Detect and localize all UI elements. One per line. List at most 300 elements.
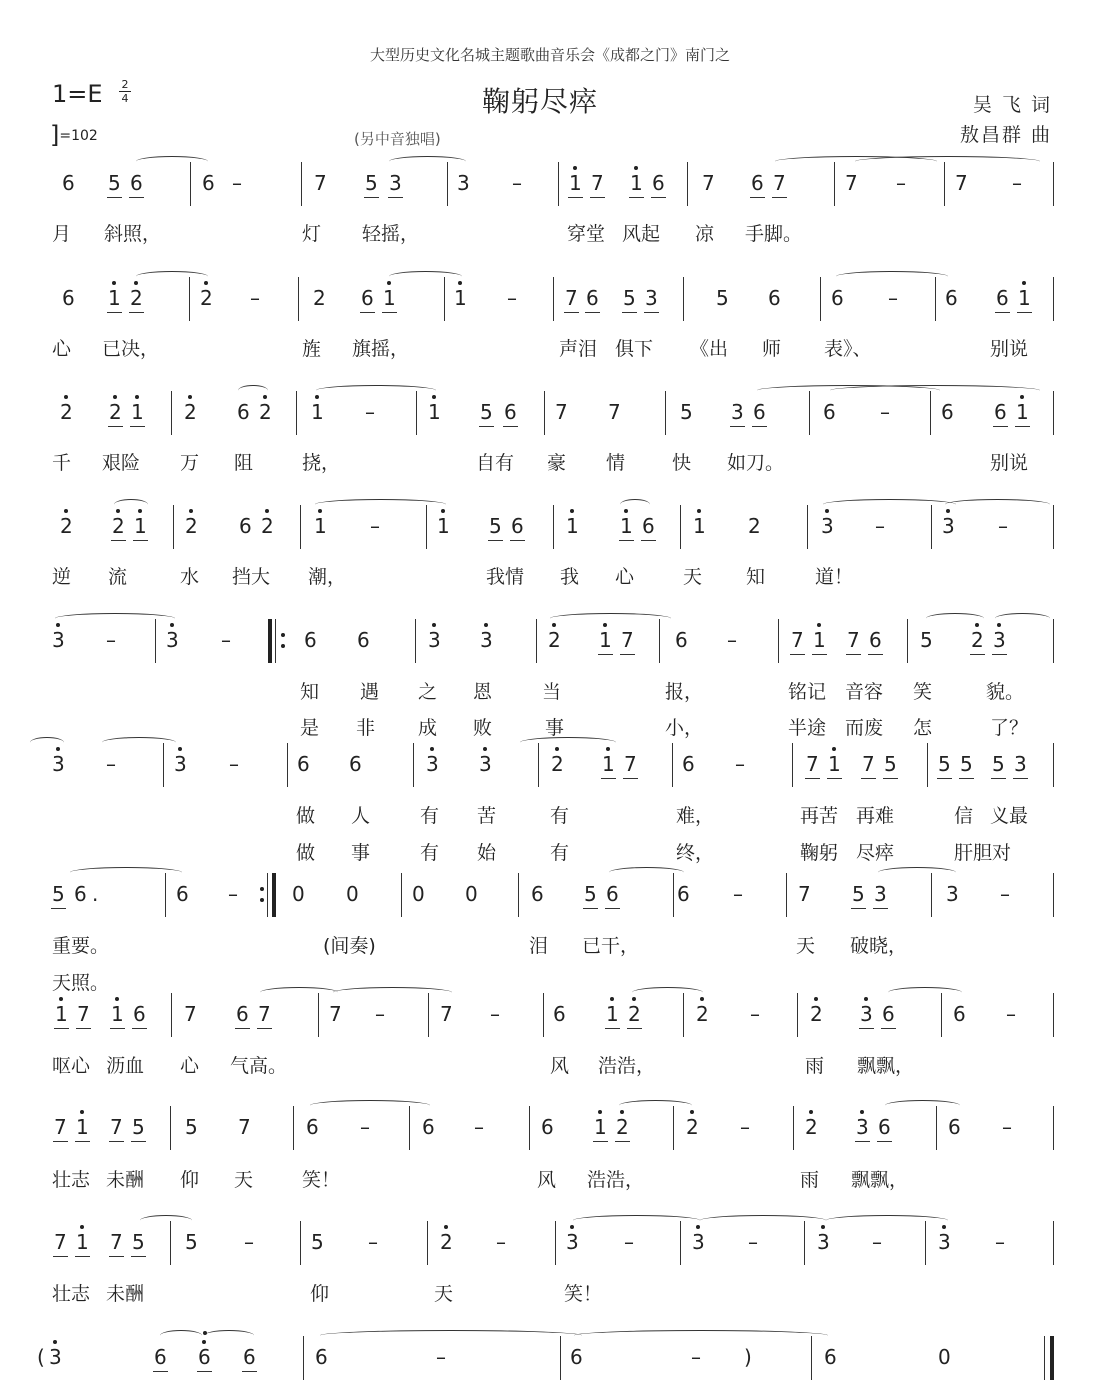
eighth-underline bbox=[605, 908, 620, 909]
eighth-underline bbox=[109, 1141, 124, 1142]
tie-slur bbox=[70, 867, 182, 878]
high-octave-dot bbox=[864, 997, 868, 1001]
barline bbox=[809, 391, 810, 435]
barline bbox=[683, 993, 684, 1037]
barline bbox=[447, 162, 448, 206]
eighth-underline bbox=[750, 197, 765, 198]
eighth-underline bbox=[790, 654, 805, 655]
lyric-text: 苦 bbox=[477, 805, 497, 827]
eighth-underline bbox=[568, 197, 583, 198]
repeat-start-thin bbox=[275, 619, 276, 663]
eighth-underline bbox=[583, 908, 598, 909]
tie-slur bbox=[995, 613, 1050, 624]
barline bbox=[401, 873, 402, 917]
eighth-underline bbox=[627, 1028, 642, 1029]
lyric-text: 有 bbox=[550, 842, 570, 864]
tempo-value: =102 bbox=[59, 128, 98, 144]
note: 3 bbox=[946, 882, 959, 906]
note: – bbox=[727, 628, 737, 652]
note: 7 bbox=[862, 752, 875, 776]
eighth-underline bbox=[1013, 778, 1028, 779]
note: – bbox=[995, 1230, 1005, 1254]
eighth-underline bbox=[992, 654, 1007, 655]
note: 6 bbox=[953, 1002, 966, 1026]
eighth-underline bbox=[623, 778, 638, 779]
barline bbox=[834, 162, 835, 206]
note: 6 bbox=[948, 1115, 961, 1139]
eighth-underline bbox=[54, 1028, 69, 1029]
barline bbox=[797, 993, 798, 1037]
note: 1 bbox=[569, 171, 582, 195]
note: 2 bbox=[112, 514, 125, 538]
tie-slur bbox=[114, 499, 148, 510]
note: 1 bbox=[594, 1115, 607, 1139]
note: 2 bbox=[60, 400, 73, 424]
repeat-start-thick bbox=[268, 619, 272, 663]
note: 5 bbox=[489, 514, 502, 538]
note: 6 bbox=[882, 1002, 895, 1026]
note: 7 bbox=[440, 1002, 453, 1026]
barline bbox=[680, 505, 681, 549]
note: 5 bbox=[480, 400, 493, 424]
eighth-underline bbox=[873, 908, 888, 909]
eighth-underline bbox=[133, 540, 148, 541]
note: 5 bbox=[960, 752, 973, 776]
note: 6 bbox=[823, 400, 836, 424]
tie-slur bbox=[389, 156, 466, 167]
note: 3 bbox=[166, 628, 179, 652]
lyric-text: 雨 bbox=[800, 1169, 820, 1191]
high-octave-dot bbox=[135, 395, 139, 399]
lyric-text: 气高。 bbox=[230, 1055, 288, 1077]
note: 7 bbox=[258, 1002, 271, 1026]
note: 3 bbox=[692, 1230, 705, 1254]
lyric-text: 非 bbox=[356, 717, 376, 739]
tie-slur bbox=[826, 1215, 948, 1226]
note: – bbox=[436, 1345, 446, 1369]
note: 6 bbox=[652, 171, 665, 195]
eighth-underline bbox=[752, 426, 767, 427]
eighth-underline bbox=[629, 197, 644, 198]
lyric-text: 之 bbox=[418, 681, 438, 703]
note: – bbox=[232, 171, 242, 195]
note: – bbox=[360, 1115, 370, 1139]
tie-slur bbox=[855, 156, 1040, 167]
eighth-underline bbox=[812, 654, 827, 655]
lyric-text: 旗摇， bbox=[352, 338, 410, 360]
eighth-underline bbox=[995, 312, 1010, 313]
note: 2 bbox=[109, 400, 122, 424]
lyric-text: 人 bbox=[351, 805, 371, 827]
note: 3 bbox=[731, 400, 744, 424]
barline bbox=[820, 277, 821, 321]
note: 7 bbox=[110, 1115, 123, 1139]
note: 6 bbox=[297, 752, 310, 776]
note: 3 bbox=[52, 752, 65, 776]
note: – bbox=[691, 1345, 701, 1369]
lyric-text: 有 bbox=[550, 805, 570, 827]
note: – bbox=[229, 752, 239, 776]
lyric-text: 心 bbox=[615, 566, 635, 588]
lyric-text: 别说 bbox=[990, 452, 1029, 474]
lyric-text: 泪 bbox=[529, 935, 549, 957]
barline bbox=[1053, 1106, 1054, 1150]
note: 2 bbox=[805, 1115, 818, 1139]
eighth-underline bbox=[75, 1141, 90, 1142]
eighth-underline bbox=[846, 654, 861, 655]
note: 3 bbox=[874, 882, 887, 906]
barline bbox=[1053, 873, 1054, 917]
eighth-underline bbox=[605, 1028, 620, 1029]
eighth-underline bbox=[235, 1028, 250, 1029]
eighth-underline bbox=[364, 197, 379, 198]
note: 0 bbox=[292, 882, 305, 906]
high-octave-dot bbox=[817, 623, 821, 627]
barline bbox=[680, 1221, 681, 1265]
tie-slur bbox=[878, 867, 956, 878]
barline bbox=[416, 391, 417, 435]
composer-credit: 敖昌群 曲 bbox=[959, 124, 1052, 146]
eighth-underline bbox=[131, 1256, 146, 1257]
tie-slur bbox=[315, 499, 446, 510]
note: – bbox=[490, 1002, 500, 1026]
tie-slur bbox=[573, 1215, 700, 1226]
lyric-text: 斜照， bbox=[104, 223, 162, 245]
eighth-underline bbox=[601, 778, 616, 779]
note: 3 bbox=[645, 286, 658, 310]
tie-slur bbox=[316, 385, 436, 396]
lyric-text: 流 bbox=[108, 566, 128, 588]
note: 3 bbox=[856, 1115, 869, 1139]
note: 1 bbox=[630, 171, 643, 195]
note: – bbox=[998, 514, 1008, 538]
lyric-text: 义最 bbox=[990, 805, 1029, 827]
note: – bbox=[368, 1230, 378, 1254]
high-octave-dot bbox=[634, 166, 638, 170]
note: 1 bbox=[76, 1115, 89, 1139]
eighth-underline bbox=[651, 197, 666, 198]
eighth-underline bbox=[479, 426, 494, 427]
note: 1 bbox=[383, 286, 396, 310]
note: 6 bbox=[511, 514, 524, 538]
high-octave-dot bbox=[59, 997, 63, 1001]
barline bbox=[303, 1336, 304, 1380]
note: 1 bbox=[1016, 400, 1029, 424]
note: 0 bbox=[412, 882, 425, 906]
note: – bbox=[896, 171, 906, 195]
note: 2 bbox=[551, 752, 564, 776]
lyric-text: 鞠躬 bbox=[800, 842, 839, 864]
lyric-text: 豪 bbox=[547, 452, 567, 474]
tie-slur bbox=[310, 1100, 430, 1111]
note: 1 bbox=[828, 752, 841, 776]
note: 7 bbox=[621, 628, 634, 652]
tie-slur bbox=[136, 271, 208, 282]
barline bbox=[155, 619, 156, 663]
note: – bbox=[250, 286, 260, 310]
tie-slur bbox=[102, 737, 176, 748]
tie-slur bbox=[520, 737, 616, 748]
eighth-underline bbox=[130, 426, 145, 427]
tie-slur bbox=[238, 385, 268, 396]
eighth-underline bbox=[585, 312, 600, 313]
note: 2 bbox=[628, 1002, 641, 1026]
eighth-underline bbox=[772, 197, 787, 198]
barline bbox=[189, 277, 190, 321]
tie-slur bbox=[389, 271, 462, 282]
barline bbox=[170, 1106, 171, 1150]
note: 7 bbox=[798, 882, 811, 906]
key-signature: 1=E bbox=[52, 80, 103, 108]
high-octave-dot bbox=[189, 509, 193, 513]
barline bbox=[659, 619, 660, 663]
note: 3 bbox=[821, 514, 834, 538]
high-octave-dot bbox=[112, 281, 116, 285]
barline bbox=[428, 993, 429, 1037]
note: 1 bbox=[599, 628, 612, 652]
barline bbox=[544, 391, 545, 435]
lyric-text: 是 bbox=[300, 717, 320, 739]
tie-slur bbox=[55, 613, 175, 624]
repeat-end-thin bbox=[267, 873, 268, 917]
lyric-text: 半途 bbox=[788, 717, 827, 739]
lyric-text: 天照。 bbox=[52, 972, 110, 994]
note: 2 bbox=[616, 1115, 629, 1139]
note: 1 bbox=[314, 514, 327, 538]
lyric-text: 知 bbox=[300, 681, 320, 703]
eighth-underline bbox=[1017, 312, 1032, 313]
note: 7 bbox=[54, 1115, 67, 1139]
lyric-text: 重要。 bbox=[52, 935, 110, 957]
tie-slur bbox=[609, 867, 684, 878]
high-octave-dot bbox=[1022, 281, 1026, 285]
lyric-text: 万 bbox=[180, 452, 200, 474]
barline bbox=[287, 743, 288, 787]
lyric-text: 未酬 bbox=[106, 1283, 145, 1305]
high-octave-dot bbox=[432, 623, 436, 627]
barline bbox=[1053, 277, 1054, 321]
tie-slur bbox=[30, 737, 64, 748]
eighth-underline bbox=[488, 540, 503, 541]
eighth-underline bbox=[937, 778, 952, 779]
barline bbox=[296, 391, 297, 435]
note: 5 bbox=[680, 400, 693, 424]
note: 6 bbox=[361, 286, 374, 310]
barline bbox=[163, 743, 164, 787]
note: ( bbox=[37, 1345, 45, 1369]
note: 2 bbox=[184, 400, 197, 424]
lyric-text: 情 bbox=[606, 452, 626, 474]
time-signature bbox=[119, 78, 131, 105]
high-octave-dot bbox=[697, 509, 701, 513]
lyric-text: (间奏) bbox=[323, 935, 376, 957]
note: – bbox=[370, 514, 380, 538]
eighth-underline bbox=[619, 540, 634, 541]
barline bbox=[683, 277, 684, 321]
repeat-dot bbox=[281, 644, 285, 648]
lyric-text: 飘飘， bbox=[857, 1055, 915, 1077]
note: 6 bbox=[304, 628, 317, 652]
lyric-text: 呕心 bbox=[52, 1055, 91, 1077]
eighth-underline bbox=[859, 1028, 874, 1029]
note: 5 bbox=[623, 286, 636, 310]
barline bbox=[171, 993, 172, 1037]
note: 5 bbox=[132, 1115, 145, 1139]
eighth-underline bbox=[132, 1028, 147, 1029]
lyric-text: 手脚。 bbox=[745, 223, 803, 245]
high-octave-dot bbox=[860, 1110, 864, 1114]
note: 1 bbox=[1018, 286, 1031, 310]
eighth-underline bbox=[53, 1256, 68, 1257]
barline bbox=[931, 505, 932, 549]
barline bbox=[792, 743, 793, 787]
lyric-text: 心 bbox=[180, 1055, 200, 1077]
tie-slur bbox=[888, 987, 962, 998]
lyric-text: 灯 bbox=[302, 223, 322, 245]
note: 7 bbox=[54, 1230, 67, 1254]
lyric-text: 铭记 bbox=[788, 681, 827, 703]
barline bbox=[811, 1336, 812, 1380]
note: 5 bbox=[938, 752, 951, 776]
barline bbox=[543, 993, 544, 1037]
note: 1 bbox=[606, 1002, 619, 1026]
lyric-text: 音容 bbox=[845, 681, 884, 703]
tie-slur bbox=[140, 1215, 192, 1226]
note: 7 bbox=[847, 628, 860, 652]
note: 6 bbox=[751, 171, 764, 195]
eighth-underline bbox=[991, 778, 1006, 779]
high-octave-dot bbox=[573, 166, 577, 170]
note: 3 bbox=[860, 1002, 873, 1026]
note: 1 bbox=[76, 1230, 89, 1254]
note: 1 bbox=[620, 514, 633, 538]
barline bbox=[558, 162, 559, 206]
song-title: 鞠躬尽瘁 bbox=[481, 85, 598, 118]
barline bbox=[415, 619, 416, 663]
high-octave-dot bbox=[570, 509, 574, 513]
note: 2 bbox=[696, 1002, 709, 1026]
lyric-text: 浩浩， bbox=[587, 1169, 645, 1191]
lyric-text: 尽瘁 bbox=[856, 842, 895, 864]
note: 6 bbox=[202, 171, 215, 195]
note: – bbox=[106, 628, 116, 652]
eighth-underline bbox=[111, 540, 126, 541]
lyric-text: 阻 bbox=[234, 452, 254, 474]
note: 6 bbox=[606, 882, 619, 906]
barline bbox=[318, 993, 319, 1037]
final-thick bbox=[1050, 1336, 1054, 1380]
note: 3 bbox=[1014, 752, 1027, 776]
note: 7 bbox=[608, 400, 621, 424]
eighth-underline bbox=[108, 426, 123, 427]
eighth-underline bbox=[107, 312, 122, 313]
tie-slur bbox=[830, 385, 1040, 396]
note: 5 bbox=[52, 882, 65, 906]
note: . bbox=[92, 882, 99, 906]
note: 5 bbox=[185, 1230, 198, 1254]
eighth-underline bbox=[959, 778, 974, 779]
tie-slur bbox=[823, 499, 956, 510]
note: 6 bbox=[504, 400, 517, 424]
note: 5 bbox=[108, 171, 121, 195]
lyric-text: 信 bbox=[954, 805, 974, 827]
lyricist-credit: 吴 飞 词 bbox=[972, 94, 1052, 116]
lyric-text: 千 bbox=[52, 452, 72, 474]
note: 5 bbox=[584, 882, 597, 906]
tie-slur bbox=[619, 1100, 692, 1111]
lyric-text: 旌 bbox=[302, 338, 322, 360]
note: 6 bbox=[994, 400, 1007, 424]
note: 7 bbox=[773, 171, 786, 195]
lyric-text: 《出 bbox=[690, 338, 729, 360]
note: 7 bbox=[624, 752, 637, 776]
barline bbox=[444, 277, 445, 321]
barline bbox=[293, 1106, 294, 1150]
eighth-underline bbox=[51, 908, 66, 909]
lyric-text: 有 bbox=[420, 805, 440, 827]
eighth-underline bbox=[827, 778, 842, 779]
repeat-dot bbox=[260, 898, 264, 902]
note: 2 bbox=[313, 286, 326, 310]
eighth-underline bbox=[805, 778, 820, 779]
lyric-text: 艰险 bbox=[102, 452, 141, 474]
note: 6 bbox=[237, 400, 250, 424]
note: 7 bbox=[329, 1002, 342, 1026]
note: 1 bbox=[55, 1002, 68, 1026]
note: 0 bbox=[346, 882, 359, 906]
note: 6 bbox=[586, 286, 599, 310]
eighth-underline bbox=[970, 654, 985, 655]
eighth-underline bbox=[129, 312, 144, 313]
lyric-text: 做 bbox=[296, 842, 316, 864]
lyric-text: 当 bbox=[542, 681, 562, 703]
tie-slur bbox=[620, 499, 650, 510]
note: 1 bbox=[108, 286, 121, 310]
barline bbox=[529, 1106, 530, 1150]
lyric-text: 已干， bbox=[582, 935, 640, 957]
lyric-text: 自有 bbox=[476, 452, 515, 474]
note: – bbox=[748, 1230, 758, 1254]
note: 6 bbox=[349, 752, 362, 776]
note: – bbox=[872, 1230, 882, 1254]
note: 6 bbox=[357, 628, 370, 652]
high-octave-dot bbox=[178, 747, 182, 751]
tie-slur bbox=[574, 1330, 828, 1341]
note: 1 bbox=[131, 400, 144, 424]
note: 5 bbox=[185, 1115, 198, 1139]
note: – bbox=[365, 400, 375, 424]
note: 6 bbox=[62, 286, 75, 310]
eighth-underline bbox=[257, 1028, 272, 1029]
eighth-underline bbox=[598, 654, 613, 655]
tempo-mark: ]=102 bbox=[50, 121, 98, 149]
lyric-text: 了？ bbox=[990, 717, 1029, 739]
lyric-text: 貌。 bbox=[986, 681, 1025, 703]
note: – bbox=[221, 628, 231, 652]
lyric-text: 风起 bbox=[622, 223, 661, 245]
note: 5 bbox=[992, 752, 1005, 776]
note: 6 bbox=[553, 1002, 566, 1026]
note: 6 bbox=[768, 286, 781, 310]
time-sig-bottom: 4 bbox=[119, 91, 131, 105]
note: 3 bbox=[52, 628, 65, 652]
tie-slur bbox=[160, 1330, 202, 1341]
eighth-underline bbox=[851, 908, 866, 909]
tie-slur bbox=[333, 987, 452, 998]
note: 7 bbox=[238, 1115, 251, 1139]
note: 6 bbox=[176, 882, 189, 906]
lyric-text: 风 bbox=[550, 1055, 570, 1077]
